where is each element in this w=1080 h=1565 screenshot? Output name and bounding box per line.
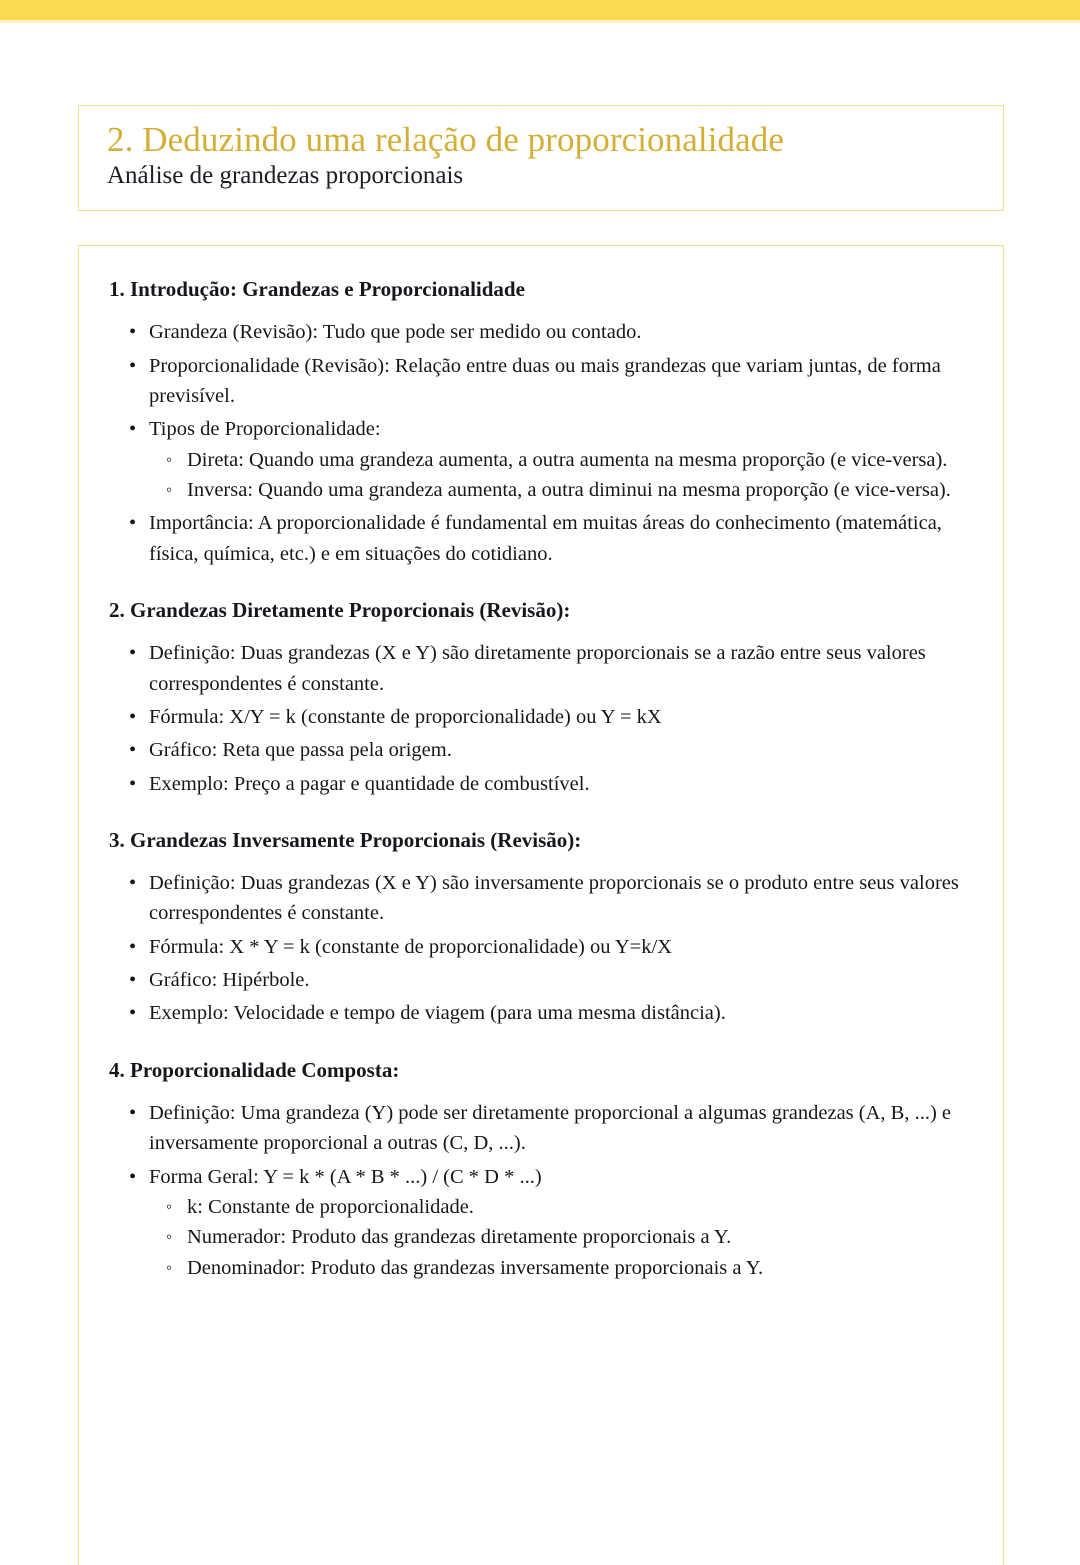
list-item-text: Definição: Uma grandeza (Y) pode ser diretamente proporcional a algumas grandezas (A, B, ...) e inversamente proporcional a outras (C, D, ...). bbox=[149, 1102, 952, 1155]
list-item-text: Gráfico: Reta que passa pela origem. bbox=[149, 739, 452, 762]
sub-list-item bbox=[149, 1192, 969, 1222]
top-accent-bar-fade bbox=[0, 20, 1080, 23]
bullet-dot-icon: • bbox=[129, 642, 137, 665]
bullet-dot-icon: • bbox=[129, 512, 137, 535]
list-item bbox=[109, 638, 969, 699]
content-section bbox=[109, 597, 969, 799]
bullet-ring-icon: ◦ bbox=[166, 449, 173, 469]
bullet-dot-icon: • bbox=[129, 418, 137, 441]
bullet-list bbox=[109, 638, 969, 799]
list-item bbox=[109, 351, 969, 412]
list-item bbox=[109, 414, 969, 505]
section-heading: 1. Introdução: Grandezas e Proporcionalidade bbox=[109, 277, 525, 301]
bullet-dot-icon: • bbox=[129, 1165, 137, 1188]
document-content-card bbox=[78, 245, 1004, 1565]
bullet-list bbox=[109, 317, 969, 569]
bullet-dot-icon: • bbox=[129, 354, 137, 377]
bullet-ring-icon: ◦ bbox=[166, 1197, 173, 1217]
bullet-dot-icon: • bbox=[129, 969, 137, 992]
list-item-text: Fórmula: X * Y = k (constante de proporcionalidade) ou Y=k/X bbox=[149, 935, 672, 958]
section-heading: 3. Grandezas Inversamente Proporcionais (Revisão): bbox=[109, 827, 582, 852]
document-header-inner bbox=[79, 106, 1003, 191]
sub-list-item-text: Numerador: Produto das grandezas diretamente proporcionais a Y. bbox=[187, 1226, 732, 1249]
list-item-text: Definição: Duas grandezas (X e Y) são diretamente proporcionais se a razão entre seus valores correspondentes é constante. bbox=[149, 642, 926, 695]
bullet-dot-icon: • bbox=[129, 935, 137, 958]
bullet-list bbox=[109, 1098, 969, 1283]
document-header-card bbox=[78, 105, 1004, 211]
list-item bbox=[109, 1098, 969, 1159]
sub-list-item bbox=[149, 445, 969, 475]
content-section bbox=[109, 276, 969, 569]
bullet-list bbox=[109, 868, 969, 1029]
page-subtitle: Análise de grandezas proporcionais bbox=[107, 162, 464, 190]
list-item-text: Fórmula: X/Y = k (constante de proporcionalidade) ou Y = kX bbox=[149, 705, 662, 728]
bullet-dot-icon: • bbox=[129, 1002, 137, 1025]
list-item-text: Definição: Duas grandezas (X e Y) são inversamente proporcionais se o produto entre seus valores correspondentes é constante. bbox=[149, 872, 959, 925]
list-item-text: Forma Geral: Y = k * (A * B * ...) / (C * D * ...) bbox=[149, 1165, 542, 1188]
bullet-ring-icon: ◦ bbox=[166, 1227, 173, 1247]
bullet-dot-icon: • bbox=[129, 739, 137, 762]
list-item-text: Exemplo: Preço a pagar e quantidade de combustível. bbox=[149, 772, 590, 795]
sub-bullet-list bbox=[149, 1192, 969, 1283]
sub-list-item bbox=[149, 1253, 969, 1283]
list-item bbox=[109, 998, 969, 1028]
list-item bbox=[109, 965, 969, 995]
list-item bbox=[109, 508, 969, 569]
list-item-text: Tipos de Proporcionalidade: bbox=[149, 418, 381, 441]
section-heading: 2. Grandezas Diretamente Proporcionais (Revisão): bbox=[109, 597, 571, 622]
list-item bbox=[109, 317, 969, 347]
sub-list-item-text: k: Constante de proporcionalidade. bbox=[187, 1196, 474, 1219]
list-item-text: Importância: A proporcionalidade é fundamental em muitas áreas do conhecimento (matemática, física, química, etc.) e em situações do cotidiano. bbox=[149, 512, 942, 565]
sub-list-item-text: Denominador: Produto das grandezas inversamente proporcionais a Y. bbox=[187, 1256, 764, 1279]
list-item bbox=[109, 735, 969, 765]
bullet-ring-icon: ◦ bbox=[166, 479, 173, 499]
list-item bbox=[109, 769, 969, 799]
list-item bbox=[109, 868, 969, 929]
list-item-text: Grandeza (Revisão): Tudo que pode ser medido ou contado. bbox=[149, 321, 642, 344]
list-item-text: Exemplo: Velocidade e tempo de viagem (para uma mesma distância). bbox=[149, 1002, 726, 1025]
content-section bbox=[109, 1057, 969, 1283]
list-item-text: Gráfico: Hipérbole. bbox=[149, 969, 310, 992]
bullet-dot-icon: • bbox=[129, 872, 137, 895]
list-item bbox=[109, 932, 969, 962]
sub-list-item-text: Inversa: Quando uma grandeza aumenta, a outra diminui na mesma proporção (e vice-versa). bbox=[187, 478, 951, 501]
bullet-dot-icon: • bbox=[129, 1102, 137, 1125]
top-accent-bar bbox=[0, 0, 1080, 20]
sub-list-item bbox=[149, 1222, 969, 1252]
page-title: 2. Deduzindo uma relação de proporcionalidade bbox=[107, 120, 785, 159]
section-heading: 4. Proporcionalidade Composta: bbox=[109, 1057, 400, 1082]
bullet-dot-icon: • bbox=[129, 705, 137, 728]
sub-list-item bbox=[149, 475, 969, 505]
sub-bullet-list bbox=[149, 445, 969, 506]
list-item bbox=[109, 702, 969, 732]
bullet-dot-icon: • bbox=[129, 321, 137, 344]
bullet-ring-icon: ◦ bbox=[166, 1257, 173, 1277]
document-content-body bbox=[79, 246, 1003, 1283]
sub-list-item-text: Direta: Quando uma grandeza aumenta, a outra aumenta na mesma proporção (e vice-versa). bbox=[187, 448, 948, 471]
list-item bbox=[109, 1162, 969, 1283]
list-item-text: Proporcionalidade (Revisão): Relação entre duas ou mais grandezas que variam juntas, de forma previsível. bbox=[149, 354, 941, 407]
bullet-dot-icon: • bbox=[129, 772, 137, 795]
content-section bbox=[109, 827, 969, 1029]
